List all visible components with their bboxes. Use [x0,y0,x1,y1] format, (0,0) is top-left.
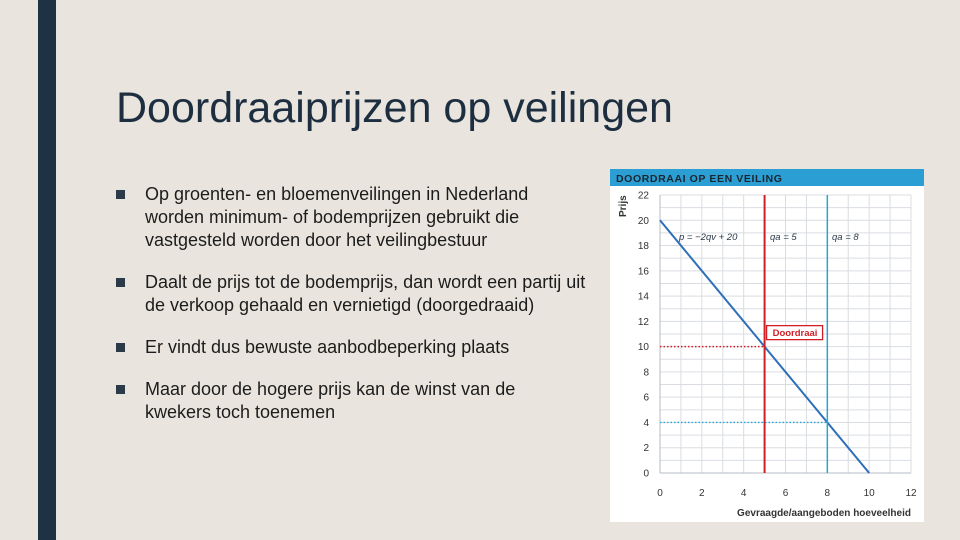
y-tick-label: 6 [643,392,649,404]
y-tick-label: 14 [637,291,649,303]
x-tick-label: 12 [905,488,917,499]
bullet-text: Op groenten- en bloemenveilingen in Nederland worden minimum- of bodemprijzen gebruikt die vastgesteld worden door het veilingbestuur [145,184,529,250]
square-bullet-icon [116,278,125,287]
y-tick-label: 0 [643,468,649,480]
bullet-item [116,378,586,424]
series-label: qa = 8 [832,232,859,243]
y-tick-label: 16 [637,266,649,278]
bullet-item [116,183,586,252]
x-tick-label: 0 [657,488,663,499]
y-tick-label: 10 [637,342,649,354]
x-tick-label: 6 [782,488,789,499]
square-bullet-icon [116,343,125,352]
y-tick-label: 4 [643,417,649,429]
y-tick-label: 20 [637,215,649,227]
y-tick-label: 2 [643,443,649,455]
bullet-text: Daalt de prijs tot de bodemprijs, dan wordt een partij uit de verkoop gehaald en vernietigd (doorgedraaid) [145,272,586,315]
y-axis-label: Prijs [618,195,629,217]
chart-title: DOORDRAAI OP EEN VEILING [616,173,783,185]
bullet-list [116,183,586,443]
sidebar-accent-bar [38,0,56,540]
y-tick-label: 12 [637,316,649,328]
market-chart [610,169,924,522]
series-label: qa = 5 [770,232,797,243]
annotation-label: Doordraai [772,328,818,340]
square-bullet-icon [116,190,125,199]
x-tick-label: 8 [824,488,831,499]
slide-title: Doordraaiprijzen op veilingen [116,83,673,132]
bullet-item [116,336,586,359]
y-tick-label: 8 [643,367,649,379]
x-tick-label: 10 [863,488,875,499]
y-tick-label: 22 [637,190,649,202]
x-axis-label: Gevraagde/aangeboden hoeveelheid [737,508,911,519]
square-bullet-icon [116,385,125,394]
bullet-text: Maar door de hogere prijs kan de winst van de kwekers toch toenemen [145,379,516,422]
series-label: p = −2qv + 20 [679,232,738,243]
x-tick-label: 4 [740,488,747,499]
y-tick-label: 18 [637,241,649,253]
x-tick-label: 2 [699,488,705,499]
chart-panel [610,169,924,522]
bullet-text: Er vindt dus bewuste aanbodbeperking plaats [145,337,510,357]
bullet-item [116,271,586,317]
